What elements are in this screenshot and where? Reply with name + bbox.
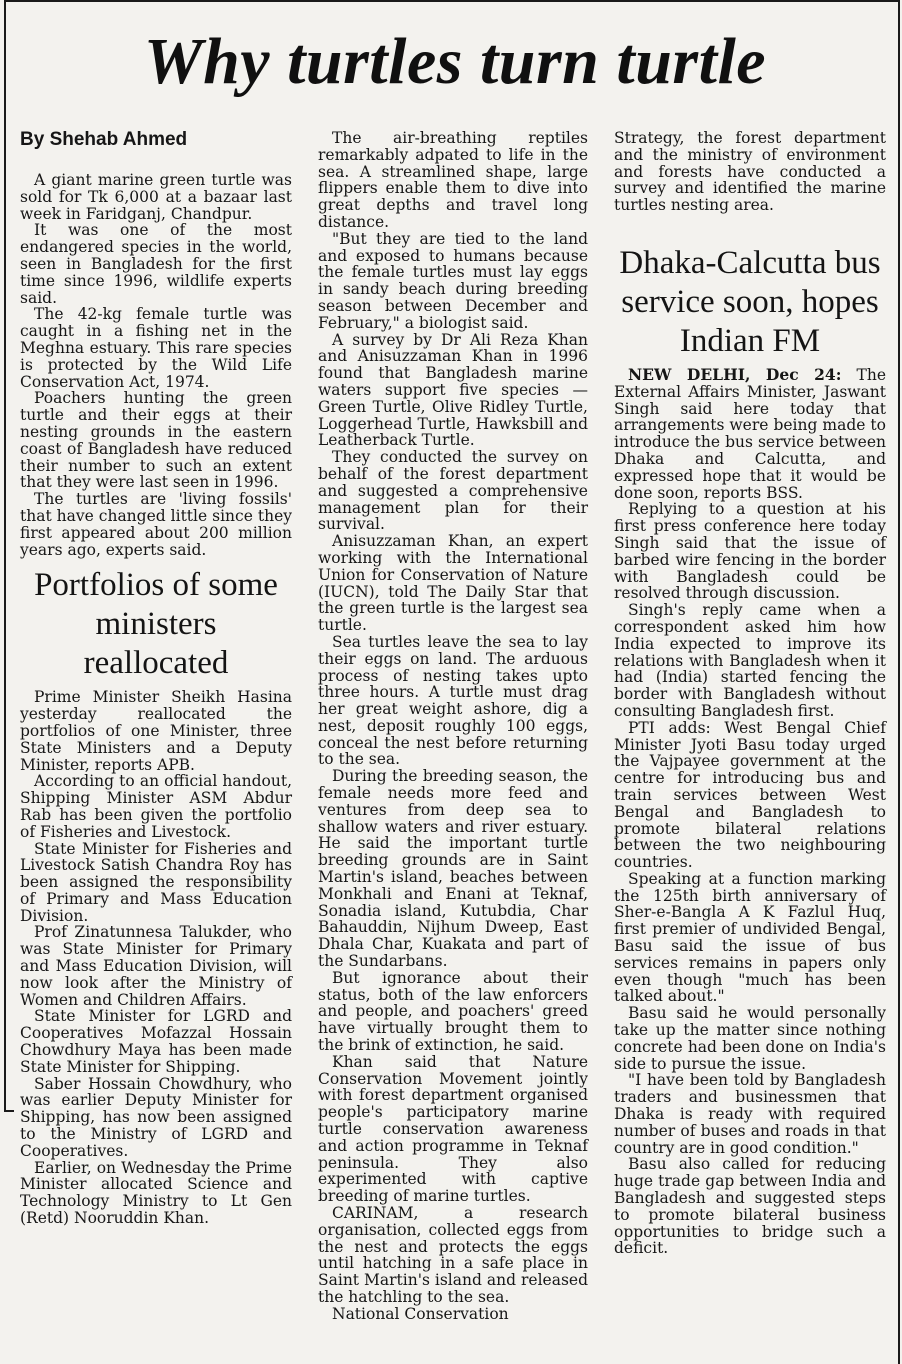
bus-paragraph: Speaking at a function marking the 125th birth anniversary of Sher-e-Bangla A K Fazlul Huq, first premier of undivided Bengal, Basu said the issue of bus services remains in papers only even though "much has been talked about." [614, 869, 886, 1006]
turtle-paragraph: Sea turtles leave the sea to lay their eggs on land. The arduous process of nesting takes upto three hours. A turtle must drag her great weight ashore, dig a nest, deposit roughly 100 eggs, conceal the nest before returning to the sea. [318, 632, 588, 769]
turtle-paragraph: It was one of the most endangered species in the world, seen in Bangladesh for the first time since 1996, wildlife experts said. [20, 221, 292, 307]
turtle-paragraph: CARINAM, a research organisation, collected eggs from the nest and protects the eggs until hatching in a safe place in Saint Martin's island and released the hatchling to the sea. [318, 1204, 588, 1306]
turtle-paragraph: Strategy, the forest department and the ministry of environment and forests have conducted a survey and identified the marine turtles nesting area. [614, 129, 886, 215]
column-1 [20, 128, 292, 1227]
column-2 [318, 130, 588, 1323]
column-3 [614, 130, 886, 1257]
bus-paragraph: "I have been told by Bangladesh traders and businessmen that Dhaka is ready with required number of buses and roads in that country are in good condition." [614, 1071, 886, 1157]
turtle-paragraph: The air-breathing reptiles remarkably adpated to life in the sea. A streamlined shape, large flippers enable them to dive into great depths and travel long distance. [318, 129, 588, 231]
turtle-paragraph: They conducted the survey on behalf of the forest department and suggested a comprehensive management plan for their survival. [318, 448, 588, 534]
bus-paragraph: PTI adds: West Bengal Chief Minister Jyoti Basu today urged the Vajpayee government at the centre for introducing bus and train services between West Bengal and Bangladesh to promote bilateral relations between the two neighbouring countries. [614, 718, 886, 872]
bus-service-headline: Dhaka-Calcutta bus service soon, hopes Indian FM [619, 244, 881, 359]
portfolios-headline: Portfolios of some ministers reallocated [34, 567, 278, 682]
left-border-rule [4, 0, 6, 1112]
portfolios-paragraph: Prof Zinatunnesa Talukder, who was State Minister for Primary and Mass Education Division, will now look after the Ministry of Women and Children Affairs. [20, 923, 292, 1009]
turtle-paragraph: But ignorance about their status, both of the law enforcers and people, and poachers' greed have virtually brought them to the brink of extinction, he said. [318, 968, 588, 1055]
turtle-paragraph: A giant marine green turtle was sold for Tk 6,000 at a bazaar last week in Faridganj, Chandpur. [20, 171, 292, 223]
portfolios-paragraph: According to an official handout, Shipping Minister ASM Abdur Rab has been given the portfolio of Fisheries and Livestock. [20, 772, 292, 841]
right-border-rule [898, 0, 900, 1364]
portfolios-paragraph: Saber Hossain Chowdhury, who was earlier Deputy Minister for Shipping, has now been assigned to the Ministry of LGRD and Cooperatives. [20, 1074, 292, 1160]
turtle-paragraph: Khan said that Nature Conservation Movement jointly with forest department organised people's participatory marine turtle conservation awareness and action programme in Teknaf peninsula. They also experimented with captive breeding of marine turtles. [318, 1052, 588, 1206]
turtle-paragraph: The turtles are 'living fossils' that have changed little since they first appeared about 200 million years ago, experts said. [20, 490, 292, 559]
main-headline: Why turtles turn turtle [143, 25, 767, 98]
bus-paragraph: Basu also called for reducing huge trade gap between India and Bangladesh and suggested steps to promote bilateral business opportunities to bridge such a deficit. [614, 1155, 886, 1258]
turtle-paragraph: A survey by Dr Ali Reza Khan and Anisuzzaman Khan in 1996 found that Bangladesh marine waters support five species — Green Turtle, Olive Ridley Turtle, Loggerhead Turtle, Hawksbill and Leatherback Turtle. [318, 330, 588, 450]
portfolios-paragraph: Prime Minister Sheikh Hasina yesterday reallocated the portfolios of one Minister, three State Ministers and a Deputy Minister, reports APB. [20, 688, 292, 774]
left-border-tick [4, 1110, 14, 1112]
turtle-paragraph: National Conservation [332, 1304, 509, 1323]
byline: By Shehab Ahmed [20, 129, 188, 150]
turtle-paragraph: The 42-kg female turtle was caught in a fishing net in the Meghna estuary. This rare species is protected by the Wild Life Conservation Act, 1974. [20, 305, 292, 391]
bus-lead-paragraph [614, 364, 887, 502]
bus-lead-text: The External Affairs Minister, Jaswant Singh said here today that arrangements were being made to introduce the bus service between Dhaka and Calcutta, and expressed hope that it would be done soon, reports BSS. [614, 365, 887, 502]
turtle-paragraph: Poachers hunting the green turtle and their eggs at their nesting grounds in the eastern coast of Bangladesh have reduced their number to such an extent that they were last seen in 1996. [20, 389, 292, 492]
turtle-paragraph: Anisuzzaman Khan, an expert working with the International Union for Conservation of Nature (IUCN), told The Daily Star that the green turtle is the largest sea turtle. [318, 532, 588, 635]
turtle-paragraph: "But they are tied to the land and exposed to humans because the female turtles must lay eggs in sandy beach during breeding season between December and February," a biologist said. [318, 229, 588, 332]
bus-paragraph: Replying to a question at his first press conference here today Singh said that the issue of barbed wire fencing in the border with Bangladesh could be resolved through discussion. [614, 500, 886, 603]
portfolios-paragraph: Earlier, on Wednesday the Prime Minister allocated Science and Technology Ministry to Lt Gen (Retd) Nooruddin Khan. [20, 1158, 292, 1228]
turtle-paragraph: During the breeding season, the female needs more feed and ventures from deep sea to shallow waters and river estuary. He said the important turtle breeding grounds are in Saint Martin's island, beaches between Monkhali and Enani at Teknaf, Sonadia island, Kutubdia, Char Bahauddin, Nijhum Dweep, East Dhala Char, Kuakata and part of the Sundarbans. [318, 767, 588, 971]
bus-paragraph: Singh's reply came when a correspondent asked him how India expected to improve its relations with Bangladesh when it had (India) started fencing the border with Bangladesh without consulting Bangladesh first. [614, 601, 886, 720]
bus-paragraph: Basu said he would personally take up the matter since nothing concrete had been done on India's side to pursue the issue. [614, 1004, 886, 1073]
dateline: NEW DELHI, Dec 24: [628, 364, 842, 384]
top-border-rule [4, 0, 900, 2]
portfolios-paragraph: State Minister for LGRD and Cooperatives Mofazzal Hossain Chowdhury Maya has been made State Minister for Shipping. [20, 1007, 292, 1076]
portfolios-paragraph: State Minister for Fisheries and Livestock Satish Chandra Roy has been assigned the responsibility of Primary and Mass Education Division. [20, 839, 292, 925]
